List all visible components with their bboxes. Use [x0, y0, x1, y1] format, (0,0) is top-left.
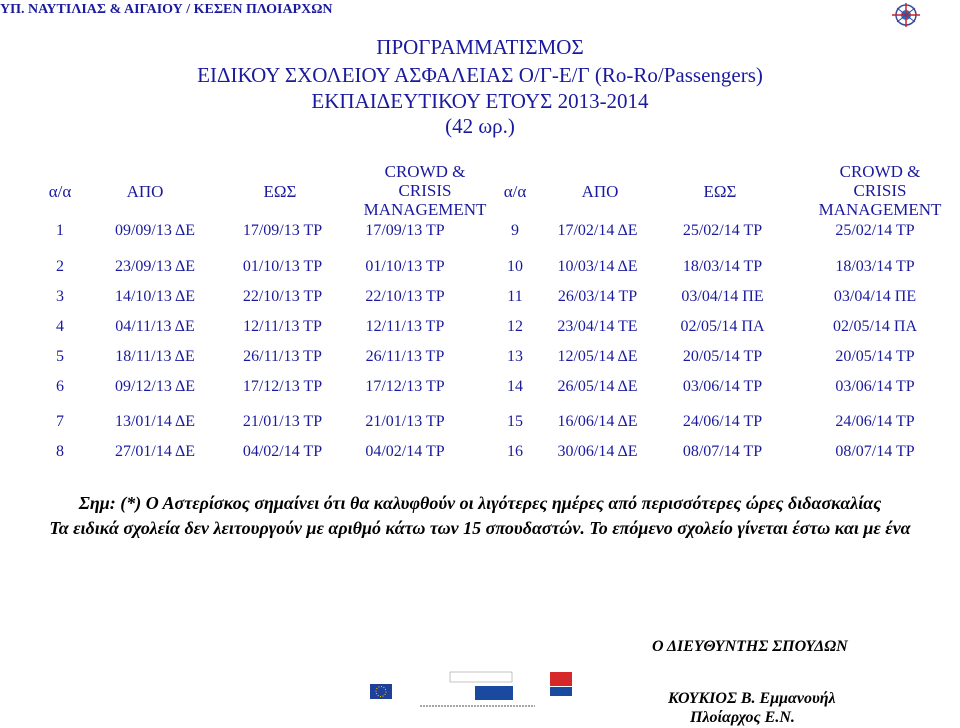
table-cell: 01/10/13 ΤΡ [365, 258, 445, 275]
crowd-line-1: CROWD & [839, 162, 921, 181]
table-cell: 17/09/13 ΤΡ [365, 222, 445, 239]
table-cell: 30/06/14 ΔΕ [557, 443, 638, 460]
table-cell: 18/03/14 ΤΡ [682, 258, 763, 275]
crowd-line-2: CRISIS [853, 181, 907, 200]
table-cell: 04/02/14 ΤΡ [242, 443, 323, 460]
development-program-logo-icon [475, 686, 513, 700]
table-cell: 4 [56, 318, 64, 335]
ministry-logo-icon [450, 672, 512, 682]
table-cell: 20/05/14 ΤΡ [835, 348, 915, 365]
espa-logo-icon [550, 672, 572, 686]
table-cell: 25/02/14 ΤΡ [835, 222, 915, 239]
table-cell: 25/02/14 ΤΡ [682, 222, 763, 239]
table-cell: 10/03/14 ΔΕ [557, 258, 638, 275]
col-header-to-2: ΕΩΣ [703, 182, 737, 201]
note-line-1: Σημ: (*) Ο Αστερίσκος σημαίνει ότι θα καλυφθούν οι λιγότερες ημέρες από περισσότερες ώρες διδασκαλίας [78, 493, 882, 513]
school-year: ΕΚΠΑΙΔΕΥΤΙΚΟΥ ΕΤΟΥΣ 2013-2014 [311, 89, 649, 113]
table-cell: 08/07/14 ΤΡ [835, 443, 915, 460]
page-title: ΠΡΟΓΡΑΜΜΑΤΙΣΜΟΣ [376, 35, 584, 59]
table-cell: 12/11/13 ΤΡ [243, 318, 322, 335]
table-cell: 03/04/14 ΠΕ [833, 288, 917, 305]
funding-logos [360, 670, 578, 716]
col-header-crowd [340, 162, 510, 219]
table-cell: 27/01/14 ΔΕ [114, 443, 196, 460]
table-cell: 02/05/14 ΠΑ [833, 318, 917, 335]
table-cell: 15 [507, 413, 523, 430]
table-cell: 09/09/13 ΔΕ [114, 222, 196, 239]
table-cell: 22/10/13 ΤΡ [242, 288, 323, 305]
signature-role: Ο ΔΙΕΥΘΥΝΤΗΣ ΣΠΟΥΔΩΝ [652, 638, 848, 655]
table-cell: 26/03/14 ΤΡ [557, 288, 638, 305]
table-cell: 10 [507, 258, 523, 275]
table-cell: 11 [507, 288, 523, 305]
crowd-line-3: MANAGEMENT [363, 200, 487, 219]
course-hours: (42 ωρ.) [445, 114, 515, 138]
crowd-line-3: MANAGEMENT [818, 200, 942, 219]
ministry-header: ΥΠ. ΝΑΥΤΙΛΙΑΣ & ΑΙΓΑΙΟΥ / ΚΕΣΕΝ ΠΛΟΙΑΡΧΩΝ [0, 2, 333, 17]
table-cell: 09/12/13 ΔΕ [114, 378, 196, 395]
table-cell: 03/04/14 ΠΕ [681, 288, 764, 305]
table-cell: 03/06/14 ΤΡ [682, 378, 763, 395]
table-cell: 21/01/13 ΤΡ [365, 413, 445, 430]
col-header-aa-2: α/α [503, 182, 527, 201]
table-cell: 21/01/13 ΤΡ [242, 413, 323, 430]
col-header-aa: α/α [48, 182, 72, 201]
table-cell: 26/11/13 ΤΡ [365, 348, 445, 365]
table-cell: 26/11/13 ΤΡ [243, 348, 322, 365]
table-cell: 17/12/13 ΤΡ [365, 378, 445, 395]
table-cell: 08/07/14 ΤΡ [682, 443, 763, 460]
table-cell: 23/04/14 ΤΕ [557, 318, 638, 335]
table-cell: 13/01/14 ΔΕ [114, 413, 196, 430]
table-cell: 1 [56, 222, 64, 239]
table-cell: 16/06/14 ΔΕ [557, 413, 638, 430]
table-cell: 7 [56, 413, 64, 430]
table-cell: 2 [56, 258, 64, 275]
col-header-from: ΑΠΟ [126, 182, 164, 201]
table-cell: 26/05/14 ΔΕ [557, 378, 638, 395]
table-cell: 3 [56, 288, 64, 305]
signature-name: ΚΟΥΚΙΟΣ Β. Εμμανουήλ [668, 690, 836, 707]
table-cell: 20/05/14 ΤΡ [682, 348, 763, 365]
ship-emblem-icon [882, 0, 930, 30]
table-cell: 5 [56, 348, 64, 365]
table-cell: 8 [56, 443, 64, 460]
table-cell: 18/03/14 ΤΡ [835, 258, 915, 275]
table-cell: 01/10/13 ΤΡ [242, 258, 323, 275]
table-cell: 16 [507, 443, 523, 460]
signature-rank: Πλοίαρχος Ε.Ν. [690, 709, 795, 726]
table-cell: 13 [507, 348, 523, 365]
eu-flag-icon [370, 684, 392, 699]
table-cell: 12/05/14 ΔΕ [557, 348, 638, 365]
table-cell: 24/06/14 ΤΡ [835, 413, 915, 430]
table-cell: 17/09/13 ΤΡ [242, 222, 323, 239]
col-header-to: ΕΩΣ [263, 182, 297, 201]
table-cell: 17/12/13 ΤΡ [242, 378, 323, 395]
crowd-line-1: CROWD & [384, 162, 466, 181]
table-cell: 03/06/14 ΤΡ [835, 378, 915, 395]
table-cell: 12/11/13 ΤΡ [365, 318, 445, 335]
table-cell: 18/11/13 ΔΕ [115, 348, 195, 365]
table-cell: 17/02/14 ΔΕ [557, 222, 638, 239]
col-header-crowd-2 [795, 162, 960, 219]
table-cell: 6 [56, 378, 64, 395]
table-cell: 22/10/13 ΤΡ [365, 288, 445, 305]
table-cell: 14/10/13 ΔΕ [114, 288, 196, 305]
note-line-2: Τα ειδικά σχολεία δεν λειτουργούν με αριθμό κάτω των 15 σπουδαστών. Το επόμενο σχολείο γίνεται έστω και με ένα [49, 518, 911, 538]
page-subtitle: ΕΙΔΙΚΟΥ ΣΧΟΛΕΙΟΥ ΑΣΦΑΛΕΙΑΣ Ο/Γ-Ε/Γ (Ro-Ro/Passengers) [197, 63, 763, 87]
table-cell: 9 [511, 222, 519, 239]
table-cell: 14 [507, 378, 523, 395]
table-cell: 24/06/14 ΤΡ [682, 413, 763, 430]
crowd-line-2: CRISIS [398, 181, 452, 200]
table-cell: 12 [507, 318, 523, 335]
table-cell: 04/11/13 ΔΕ [115, 318, 195, 335]
table-cell: 02/05/14 ΠΑ [680, 318, 765, 335]
table-cell: 23/09/13 ΔΕ [114, 258, 196, 275]
table-cell: 04/02/14 ΤΡ [365, 443, 445, 460]
col-header-from-2: ΑΠΟ [581, 182, 619, 201]
